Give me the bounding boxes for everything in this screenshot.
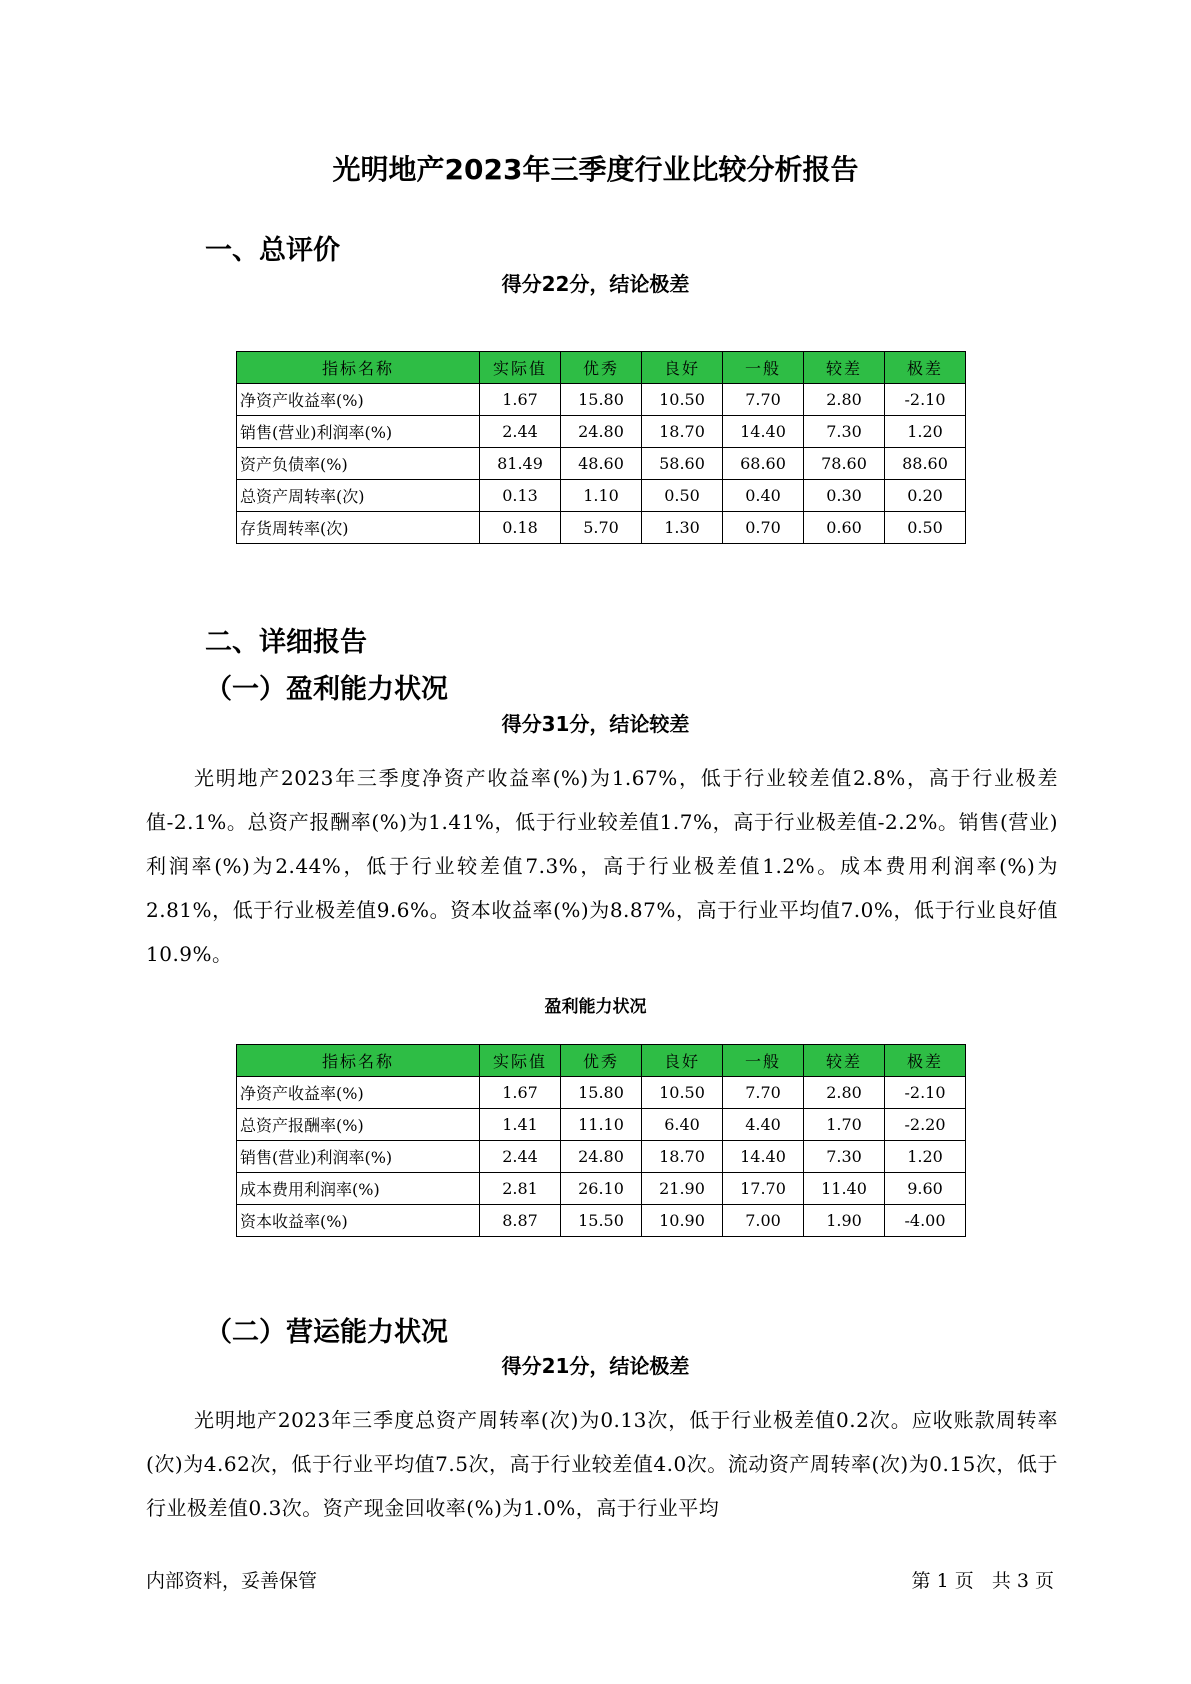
profit-table [236, 1044, 966, 1237]
table-cell: 1.67 [480, 1077, 561, 1109]
header-cell: 指标名称 [237, 1045, 480, 1077]
table-cell: 9.60 [885, 1173, 966, 1205]
table-cell: 11.40 [804, 1173, 885, 1205]
table-cell: 17.70 [723, 1173, 804, 1205]
table-cell: 0.20 [885, 480, 966, 512]
table-cell: -2.20 [885, 1109, 966, 1141]
indicator-name: 销售(营业)利润率(%) [237, 416, 480, 448]
table-cell: 0.50 [642, 480, 723, 512]
table-cell: 7.00 [723, 1205, 804, 1237]
section-heading-overall: 一、总评价 [205, 235, 340, 266]
header-cell: 极差 [885, 1045, 966, 1077]
table-row [237, 1205, 966, 1237]
table-cell: 0.40 [723, 480, 804, 512]
table-cell: 8.87 [480, 1205, 561, 1237]
table-cell: 4.40 [723, 1109, 804, 1141]
table-cell: 2.81 [480, 1173, 561, 1205]
table-cell: 58.60 [642, 448, 723, 480]
subsection-heading-operation: （二）营运能力状况 [205, 1317, 448, 1348]
table-cell: 48.60 [561, 448, 642, 480]
table-cell: 26.10 [561, 1173, 642, 1205]
table-cell: 1.41 [480, 1109, 561, 1141]
table-row [237, 512, 966, 544]
header-cell: 指标名称 [237, 352, 480, 384]
header-cell: 较差 [804, 1045, 885, 1077]
table-cell: -2.10 [885, 1077, 966, 1109]
table-cell: 18.70 [642, 416, 723, 448]
operation-paragraph: 光明地产2023年三季度总资产周转率(次)为0.13次，低于行业极差值0.2次。应收账款周转率(次)为4.62次，低于行业平均值7.5次，高于行业较差值4.0次。流动资产周转率(次)为0.15次，低于行业极差值0.3次。资产现金回收率(%)为1.0%，高于行业平均 [146, 1408, 1058, 1520]
table-row [237, 480, 966, 512]
table-cell: 0.60 [804, 512, 885, 544]
table-cell: 0.50 [885, 512, 966, 544]
table-cell: 2.80 [804, 1077, 885, 1109]
indicator-name: 净资产收益率(%) [237, 1077, 480, 1109]
table-cell: 2.44 [480, 1141, 561, 1173]
table-row [237, 1109, 966, 1141]
table-row [237, 448, 966, 480]
table-row [237, 416, 966, 448]
header-cell: 良好 [642, 1045, 723, 1077]
table-cell: 24.80 [561, 416, 642, 448]
indicator-name: 资产负债率(%) [237, 448, 480, 480]
table-cell: 1.70 [804, 1109, 885, 1141]
table-row [237, 1077, 966, 1109]
indicator-name: 净资产收益率(%) [237, 384, 480, 416]
table-cell: 14.40 [723, 416, 804, 448]
table-cell: 0.30 [804, 480, 885, 512]
table-cell: 10.50 [642, 1077, 723, 1109]
table-cell: 7.70 [723, 1077, 804, 1109]
table-cell: 7.30 [804, 416, 885, 448]
subsection-heading-profit: （一）盈利能力状况 [205, 674, 448, 705]
indicator-name: 总资产报酬率(%) [237, 1109, 480, 1141]
table-cell: 1.10 [561, 480, 642, 512]
table-cell: 0.70 [723, 512, 804, 544]
table-cell: 0.18 [480, 512, 561, 544]
table-cell: 2.44 [480, 416, 561, 448]
table-cell: 15.50 [561, 1205, 642, 1237]
header-cell: 极差 [885, 352, 966, 384]
table-cell: 1.67 [480, 384, 561, 416]
table-cell: 1.20 [885, 416, 966, 448]
table-row [237, 1141, 966, 1173]
header-cell: 实际值 [480, 1045, 561, 1077]
table-cell: 6.40 [642, 1109, 723, 1141]
table-cell: 11.10 [561, 1109, 642, 1141]
table-cell: 15.80 [561, 1077, 642, 1109]
table-cell: 7.70 [723, 384, 804, 416]
table-cell: 88.60 [885, 448, 966, 480]
table-cell: 24.80 [561, 1141, 642, 1173]
table-row [237, 384, 966, 416]
table-cell: -4.00 [885, 1205, 966, 1237]
header-cell: 一般 [723, 352, 804, 384]
profit-score: 得分31分，结论较差 [501, 712, 690, 736]
operation-score: 得分21分，结论极差 [501, 1354, 690, 1378]
table-cell: 68.60 [723, 448, 804, 480]
table-row [237, 1173, 966, 1205]
page-title: 光明地产2023年三季度行业比较分析报告 [332, 153, 859, 186]
header-cell: 良好 [642, 352, 723, 384]
table-cell: -2.10 [885, 384, 966, 416]
table-cell: 81.49 [480, 448, 561, 480]
table-cell: 14.40 [723, 1141, 804, 1173]
section-heading-detail: 二、详细报告 [205, 627, 367, 658]
indicator-name: 总资产周转率(次) [237, 480, 480, 512]
profit-paragraph: 光明地产2023年三季度净资产收益率(%)为1.67%，低于行业较差值2.8%，高于行业极差值-2.1%。总资产报酬率(%)为1.41%，低于行业较差值1.7%，高于行业极差值-2.2%。销售(营业)利润率(%)为2.44%，低于行业较差值7.3%，高于行业极差值1.2%。成本费用利润率(%)为2.81%，低于行业极差值9.6%。资本收益率(%)为8.87%，高于行业平均值7.0%，低于行业良好值10.9%。 [146, 766, 1058, 966]
table-cell: 7.30 [804, 1141, 885, 1173]
table-cell: 1.90 [804, 1205, 885, 1237]
overall-score: 得分22分，结论极差 [501, 272, 690, 296]
header-cell: 优秀 [561, 1045, 642, 1077]
header-cell: 优秀 [561, 352, 642, 384]
table-cell: 10.50 [642, 384, 723, 416]
indicator-name: 资本收益率(%) [237, 1205, 480, 1237]
table-cell: 1.20 [885, 1141, 966, 1173]
header-cell: 较差 [804, 352, 885, 384]
profit-table-caption: 盈利能力状况 [544, 997, 647, 1017]
footer-confidential-note: 内部资料，妥善保管 [146, 1570, 318, 1592]
header-cell: 一般 [723, 1045, 804, 1077]
footer-page-number: 第 1 页 共 3 页 [911, 1570, 1054, 1592]
table-cell: 10.90 [642, 1205, 723, 1237]
header-cell: 实际值 [480, 352, 561, 384]
indicator-name: 成本费用利润率(%) [237, 1173, 480, 1205]
table-cell: 5.70 [561, 512, 642, 544]
table-cell: 15.80 [561, 384, 642, 416]
table-cell: 78.60 [804, 448, 885, 480]
table-cell: 21.90 [642, 1173, 723, 1205]
indicator-name: 销售(营业)利润率(%) [237, 1141, 480, 1173]
table-header-row [237, 352, 966, 384]
table-cell: 18.70 [642, 1141, 723, 1173]
table-cell: 1.30 [642, 512, 723, 544]
table-cell: 2.80 [804, 384, 885, 416]
overall-table [236, 351, 966, 544]
table-cell: 0.13 [480, 480, 561, 512]
indicator-name: 存货周转率(次) [237, 512, 480, 544]
table-header-row [237, 1045, 966, 1077]
